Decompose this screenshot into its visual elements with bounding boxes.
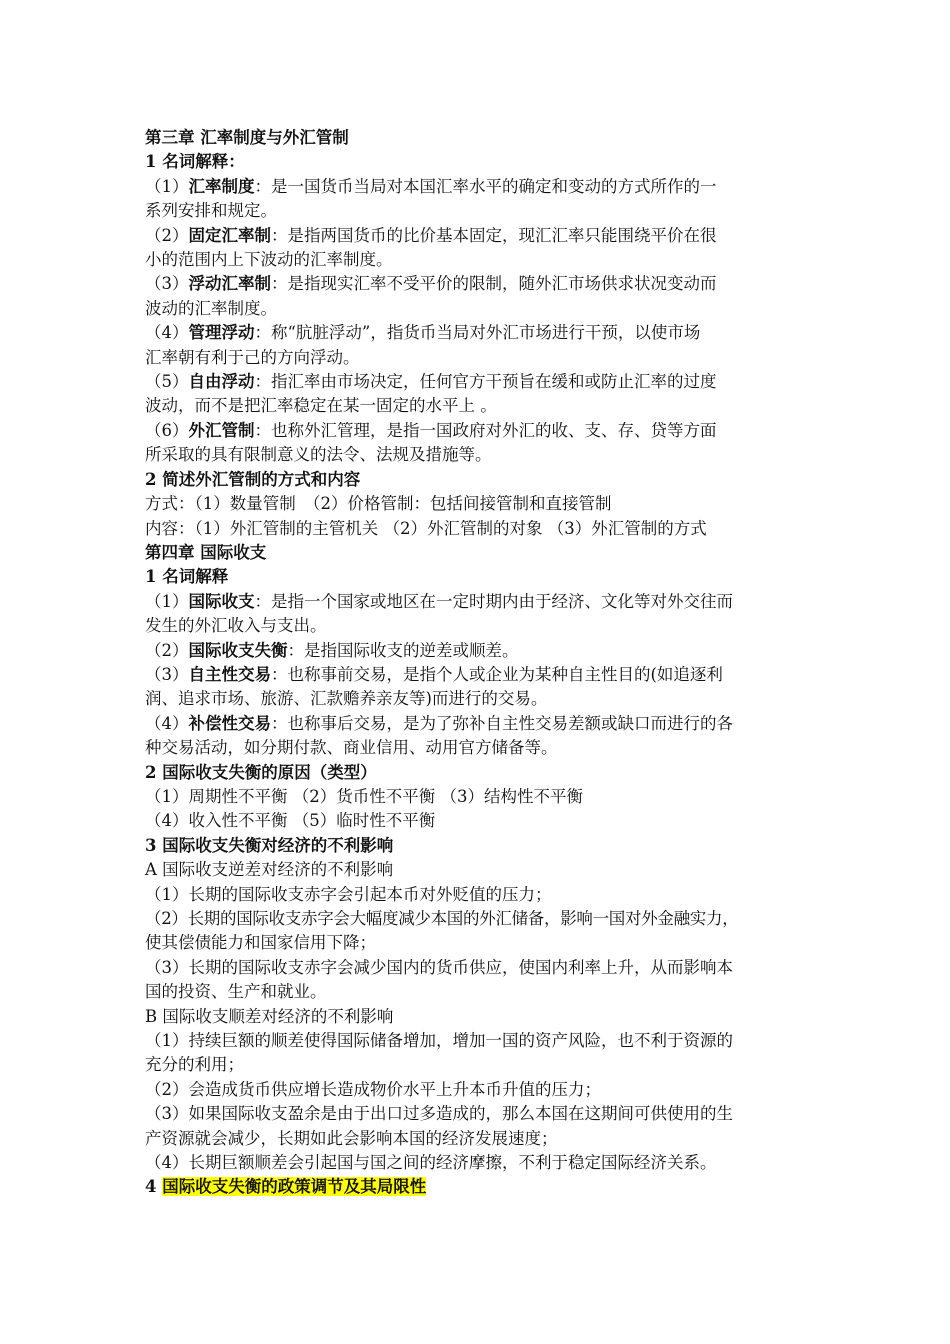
def-text: ：称“肮脏浮动”，指货币当局对外汇市场进行干预，以使市场 [254,323,701,343]
def-term: 补偿性交易 [188,713,271,733]
ch3-section1-title: 1 名词解释： [145,152,245,172]
surplus-item3-cont: 产资源就会减少，长期如此会影响本国的经济发展速度； [145,1128,558,1148]
def-text: ：也称外汇管理，是指一国政府对外汇的收、支、存、贷等方面 [254,420,717,440]
ch3-def4 [145,321,815,345]
ch3-def5-cont: 波动，而不是把汇率稳定在某一固定的水平上 。 [145,396,497,416]
ch3-def3 [145,272,815,296]
ch3-def3-cont: 波动的汇率制度。 [145,298,277,318]
ch3-def4-cont: 汇率朝有利于己的方向浮动。 [145,347,360,367]
highlighted-heading: 国际收支失衡的政策调节及其局限性 [162,1177,427,1197]
document-page [145,126,815,1200]
def-text: ：是指两国货币的比价基本固定，现汇汇率只能围绕平价在很 [271,225,717,245]
ch4-def4-cont: 种交易活动，如分期付款、商业信用、动用官方储备等。 [145,738,558,758]
deficit-item2: （2）长期的国际收支赤字会大幅度减少本国的外汇储备，影响一国对外金融实力， [145,909,739,928]
def-number: （1） [145,591,189,611]
def-text: ：是指一个国家或地区在一定时期内由于经济、文化等对外交往而 [254,591,733,611]
surplus-item3: （3）如果国际收支盈余是由于出口过多造成的，那么本国在这期间可供使用的生 [145,1104,733,1124]
def-text: ：是一国货币当局对本国汇率水平的确定和变动的方式所作的一 [254,176,717,196]
ch3-def2 [145,224,815,248]
ch4-def2 [145,639,815,663]
ch3-def2-cont: 小的范围内上下波动的汇率制度。 [145,250,393,270]
def-term: 国际收支失衡 [188,640,288,660]
ch4-types-line1: （1）周期性不平衡 （2）货币性不平衡 （3）结构性不平衡 [145,786,583,806]
def-number: （6） [145,420,189,440]
ch3-contents-line: 内容：（1）外汇管制的主管机关 （2）外汇管制的对象 （3）外汇管制的方式 [145,518,707,538]
surplus-item2: （2）会造成货币供应增长造成物价水平上升本币升值的压力； [145,1079,601,1099]
ch3-def5 [145,370,815,394]
ch4-section3-title: 3 国际收支失衡对经济的不利影响 [145,835,394,855]
def-number: （3） [145,274,189,294]
def-term: 自主性交易 [188,664,271,684]
ch4-def1 [145,590,815,614]
surplus-subtitle: B 国际收支顺差对经济的不利影响 [145,1006,394,1026]
def-text: ：指汇率由市场决定，任何官方干预旨在缓和或防止汇率的过度 [254,372,717,392]
def-number: （1） [145,176,189,196]
deficit-item3: （3）长期的国际收支赤字会减少国内的货币供应，使国内利率上升，从而影响本 [145,957,733,977]
ch4-section1-title: 1 名词解释 [145,567,229,587]
ch4-def3-cont: 润、追求市场、旅游、汇款赡养亲友等)而进行的交易。 [145,689,548,709]
def-number: （4） [145,713,189,733]
def-number: （3） [145,664,189,684]
chapter3-title: 第三章 汇率制度与外汇管制 [145,128,349,147]
section-number: 4 [145,1177,163,1197]
def-number: （2） [145,640,189,660]
surplus-item1-cont: 充分的利用； [145,1055,244,1075]
ch3-def1-cont: 系列安排和规定。 [145,201,277,221]
surplus-item1: （1）持续巨额的顺差使得国际储备增加，增加一国的资产风险，也不利于资源的 [145,1031,733,1051]
ch3-methods-line: 方式：（1）数量管制 （2）价格管制：包括间接管制和直接管制 [145,494,612,514]
ch4-types-line2: （4）收入性不平衡 （5）临时性不平衡 [145,811,436,831]
ch4-def4 [145,712,815,736]
deficit-item3-cont: 国的投资、生产和就业。 [145,982,327,1002]
ch3-def6-cont: 所采取的具有限制意义的法令、法规及措施等。 [145,445,492,465]
ch4-def3 [145,663,815,687]
def-term: 自由浮动 [188,372,255,392]
deficit-item2-cont: 使其偿债能力和国家信用下降； [145,933,376,953]
deficit-item1: （1）长期的国际收支赤字会引起本币对外贬值的压力； [145,884,552,904]
ch3-def6 [145,419,815,443]
def-term: 外汇管制 [188,420,255,440]
ch4-def1-cont: 发生的外汇收入与支出。 [145,616,327,636]
ch4-section4-title [145,1175,815,1199]
def-number: （4） [145,323,189,343]
ch4-section2-title: 2 国际收支失衡的原因（类型） [145,762,377,782]
chapter4-title: 第四章 国际收支 [145,542,267,562]
def-term: 国际收支 [188,591,255,611]
def-term: 管理浮动 [188,323,255,343]
deficit-subtitle: A 国际收支逆差对经济的不利影响 [145,860,394,880]
surplus-item4: （4）长期巨额顺差会引起国与国之间的经济摩擦，不利于稳定国际经济关系。 [145,1153,717,1173]
def-number: （2） [145,225,189,245]
ch3-section2-title: 2 简述外汇管制的方式和内容 [145,469,361,489]
def-text: ：也称事前交易，是指个人或企业为某种自主性目的(如追逐利 [271,664,723,684]
def-text: ：是指现实汇率不受平价的限制，随外汇市场供求状况变动而 [271,274,717,294]
def-number: （5） [145,372,189,392]
ch3-def1 [145,175,815,199]
def-term: 汇率制度 [188,176,255,196]
def-text: ：也称事后交易，是为了弥补自主性交易差额或缺口而进行的各 [271,713,733,733]
def-text: ：是指国际收支的逆差或顺差。 [287,640,519,660]
def-term: 浮动汇率制 [188,274,271,294]
def-term: 固定汇率制 [188,225,271,245]
